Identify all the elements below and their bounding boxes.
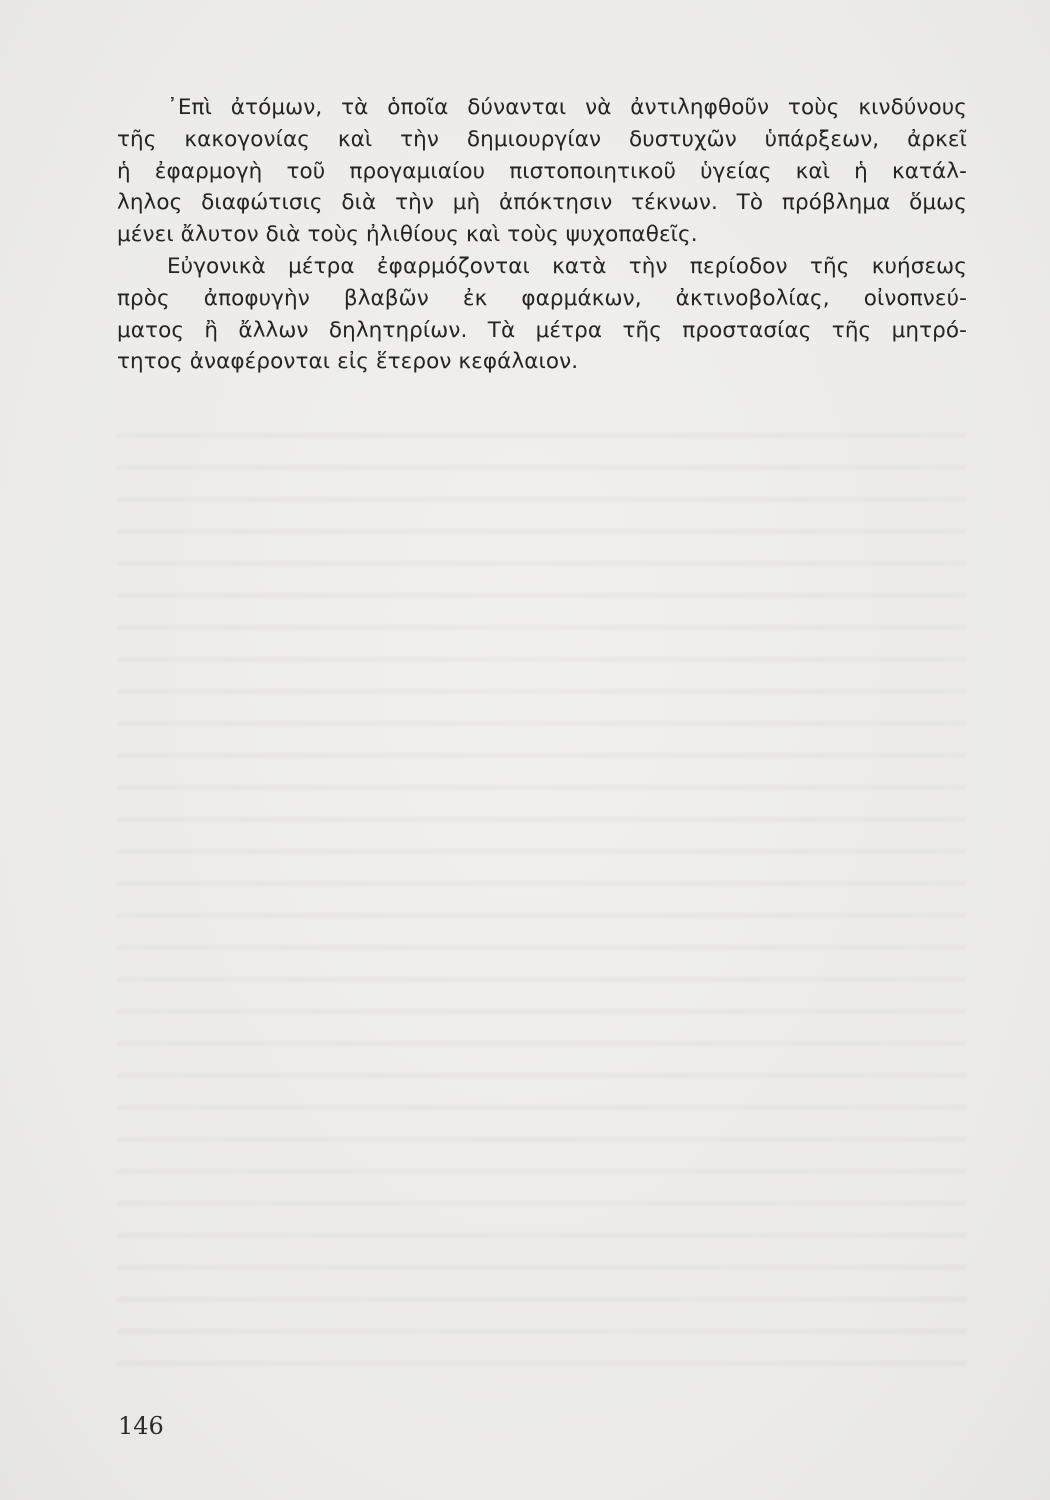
paragraph-2	[117, 251, 967, 378]
text-line: τητος ἀναφέρονται εἰς ἕτερον κεφάλαιον.	[117, 349, 579, 375]
text-line: ματος ἢ ἄλλων δηλητηρίων. Τὰ μέτρα τῆς προστασίας τῆς μητρό-	[117, 317, 967, 343]
text-line: πρὸς ἀποφυγὴν βλαβῶν ἐκ φαρμάκων, ἀκτινοβολίας, οἰνοπνεύ-	[117, 285, 967, 311]
text-line: ληλος διαφώτισις διὰ τὴν μὴ ἀπόκτησιν τέκνων. Τὸ πρόβλημα ὅμως	[117, 190, 967, 216]
text-line: τῆς κακογονίας καὶ τὴν δημιουργίαν δυστυχῶν ὑπάρξεων, ἀρκεῖ	[117, 126, 967, 152]
paragraph-1	[117, 92, 967, 251]
text-line: ἡ ἐφαρμογὴ τοῦ προγαμιαίου πιστοποιητικοῦ ὑγείας καὶ ἡ κατάλ-	[117, 158, 967, 184]
text-line: μένει ἄλυτον διὰ τοὺς ἠλιθίους καὶ τοὺς ψυχοπαθεῖς.	[117, 222, 698, 248]
text-line: ᾿Επὶ ἀτόμων, τὰ ὁποῖα δύνανται νὰ ἀντιληφθοῦν τοὺς κινδύνους	[167, 95, 967, 120]
page-number: 146	[118, 1412, 164, 1440]
body-text	[117, 92, 967, 378]
text-line: Εὐγονικὰ μέτρα ἐφαρμόζονται κατὰ τὴν περίοδον τῆς κυήσεως	[167, 253, 967, 279]
bleed-through-texture	[117, 420, 967, 1380]
